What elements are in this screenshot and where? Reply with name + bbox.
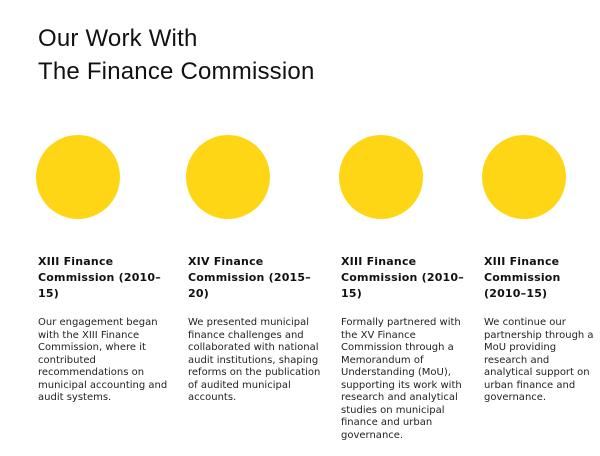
column-xiv-finance-commission xyxy=(188,135,328,405)
column-xiii-finance-commission-2 xyxy=(341,135,479,442)
column-body: We continue our partnership through a MoU providing research and analytical support on urban finance and governance. xyxy=(484,317,594,403)
yellow-circle-icon xyxy=(482,135,566,219)
yellow-circle-icon xyxy=(186,135,270,219)
column-heading: XIII Finance Commission (2010–15) xyxy=(484,255,561,300)
yellow-circle-icon xyxy=(36,135,120,219)
page-title-line-2: The Finance Commission xyxy=(38,58,315,85)
column-body: Our engagement began with the XIII Finance Commission, where it contributed recommendations on municipal accounting and audit systems. xyxy=(38,317,168,403)
column-heading: XIV Finance Commission (2015–20) xyxy=(188,255,311,300)
column-body: Formally partnered with the XV Finance Commission through a Memorandum of Understanding (MoU), supporting its work with research and analytical studies on municipal finance and urban governance. xyxy=(341,317,462,441)
column-heading: XIII Finance Commission (2010–15) xyxy=(341,255,464,300)
column-heading: XIII Finance Commission (2010–15) xyxy=(38,255,161,300)
page-title-line-1: Our Work With xyxy=(38,25,198,52)
yellow-circle-icon xyxy=(339,135,423,219)
column-body: We presented municipal finance challenges and collaborated with national audit institutions, shaping reforms on the publication of audited municipal accounts. xyxy=(188,317,321,403)
column-xiii-finance-commission-1 xyxy=(38,135,176,405)
page-title xyxy=(38,22,315,88)
column-xiii-finance-commission-3 xyxy=(484,135,598,405)
